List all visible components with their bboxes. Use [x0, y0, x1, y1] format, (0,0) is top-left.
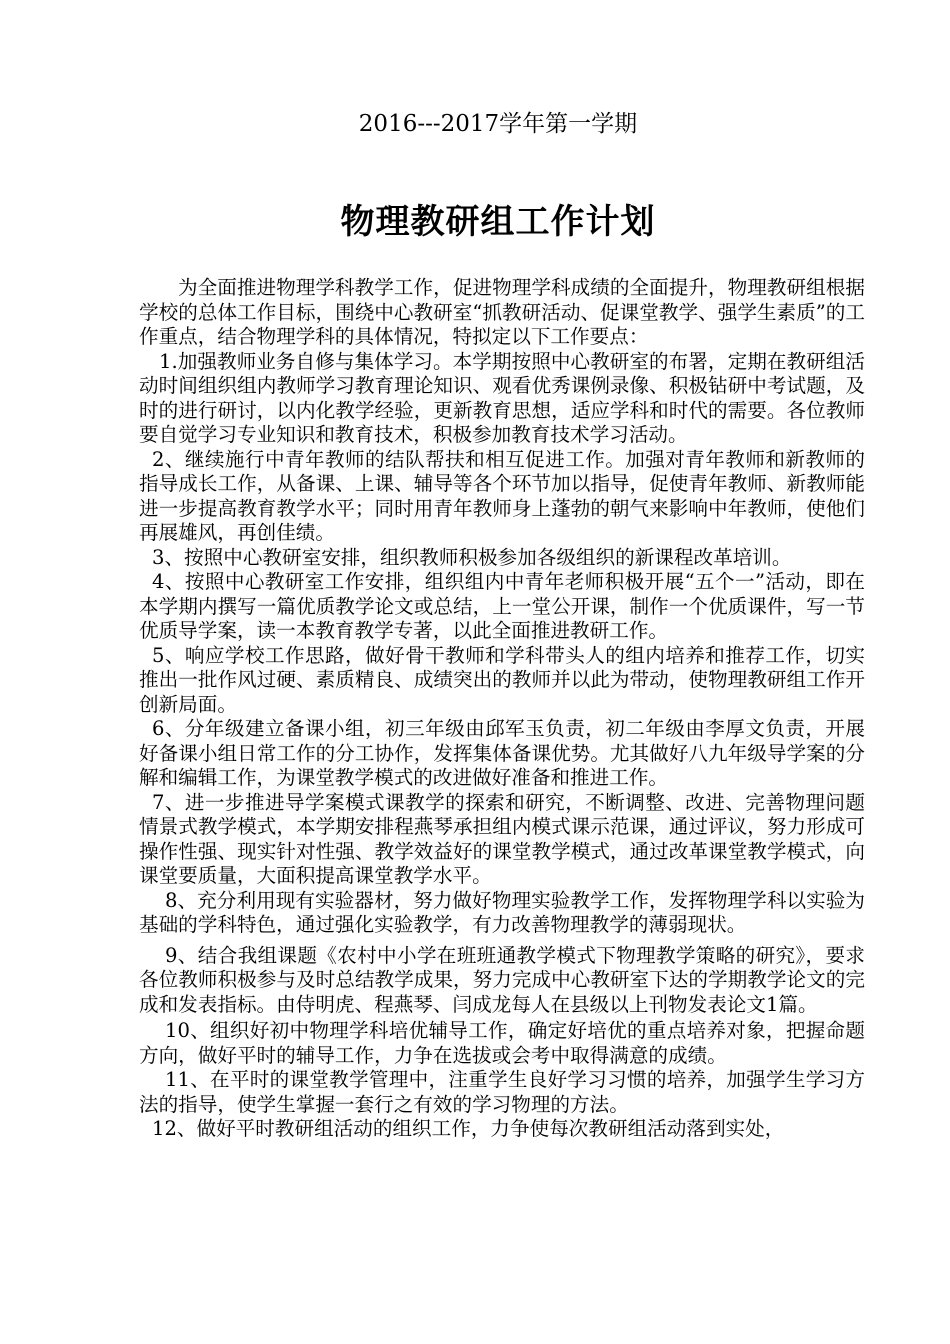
document-body [139, 276, 865, 1142]
plan-item-6: 6、分年级建立备课小组，初三年级由邱军玉负责，初二年级由李厚文负责，开展好备课小组日常工作的分工协作，发挥集体备课优势。尤其做好八九年级导学案的分解和编辑工作，为课堂教学模式的改进做好准备和推进工作。 [139, 717, 865, 789]
plan-item-1: 1.加强教师业务自修与集体学习。本学期按照中心教研室的布署，定期在教研组活动时间组织组内教师学习教育理论知识、观看优秀课例录像、积极钻研中考试题，及时的进行研讨，以内化教学经验，更新教育思想，适应学科和时代的需要。各位教师要自觉学习专业知识和教育技术，积极参加教育技术学习活动。 [139, 349, 865, 446]
plan-item-12: 12、做好平时教研组活动的组织工作，力争使每次教研组活动落到实处， [152, 1117, 785, 1140]
plan-item-2: 2、继续施行中青年教师的结队帮扶和相互促进工作。加强对青年教师和新教师的指导成长工作，从备课、上课、辅导等各个环节加以指导，促使青年教师、新教师能进一步提高教育教学水平；同时用青年教师身上蓬勃的朝气来影响中年教师，使他们再展雄风，再创佳绩。 [139, 447, 865, 544]
page-title: 物理教研组工作计划 [340, 202, 656, 242]
intro-paragraph: 为全面推进物理学科教学工作，促进物理学科成绩的全面提升，物理教研组根据学校的总体工作目标，围绕中心教研室“抓教研活动、促课堂教学、强学生素质”的工作重点，结合物理学科的具体情况，特拟定以下工作要点： [139, 276, 865, 348]
semester-subtitle: 2016---2017学年第一学期 [358, 111, 638, 137]
plan-item-7: 7、进一步推进导学案模式课教学的探索和研究，不断调整、改进、完善物理问题情景式教学模式，本学期安排程燕琴承担组内模式课示范课，通过评议，努力形成可操作性强、现实针对性强、教学效益好的课堂教学模式，通过改革课堂教学模式，向课堂要质量，大面积提高课堂教学水平。 [139, 790, 865, 887]
plan-item-8: 8、充分利用现有实验器材，努力做好物理实验教学工作，发挥物理学科以实验为基础的学科特色，通过强化实验教学，有力改善物理教学的薄弱现状。 [139, 888, 865, 936]
plan-item-3: 3、按照中心教研室安排，组织教师积极参加各级组织的新课程改革培训。 [152, 545, 792, 569]
plan-item-11: 11、在平时的课堂教学管理中，注重学生良好学习习惯的培养，加强学生学习方法的指导，使学生掌握一套行之有效的学习物理的方法。 [139, 1068, 865, 1116]
plan-item-5: 5、响应学校工作思路，做好骨干教师和学科带头人的组内培养和推荐工作，切实推出一批作风过硬、素质精良、成绩突出的教师并以此为带动，使物理教研组工作开创新局面。 [139, 643, 865, 716]
plan-item-4: 4、按照中心教研室工作安排，组织组内中青年老师积极开展“五个一”活动，即在本学期内撰写一篇优质教学论文或总结，上一堂公开课，制作一个优质课件，写一节优质导学案，读一本教育教学专著，以此全面推进教研工作。 [139, 570, 865, 642]
plan-item-9: 9、结合我组课题《农村中小学在班班通教学模式下物理教学策略的研究》，要求各位教师积极参与及时总结教学成果，努力完成中心教研室下达的学期教学论文的完成和发表指标。由侍明虎、程燕琴、闫成龙每人在县级以上刊物发表论文1篇。 [139, 943, 865, 1016]
plan-item-10: 10、组织好初中物理学科培优辅导工作，确定好培优的重点培养对象，把握命题方向，做好平时的辅导工作，力争在选拔或会考中取得满意的成绩。 [139, 1019, 865, 1067]
